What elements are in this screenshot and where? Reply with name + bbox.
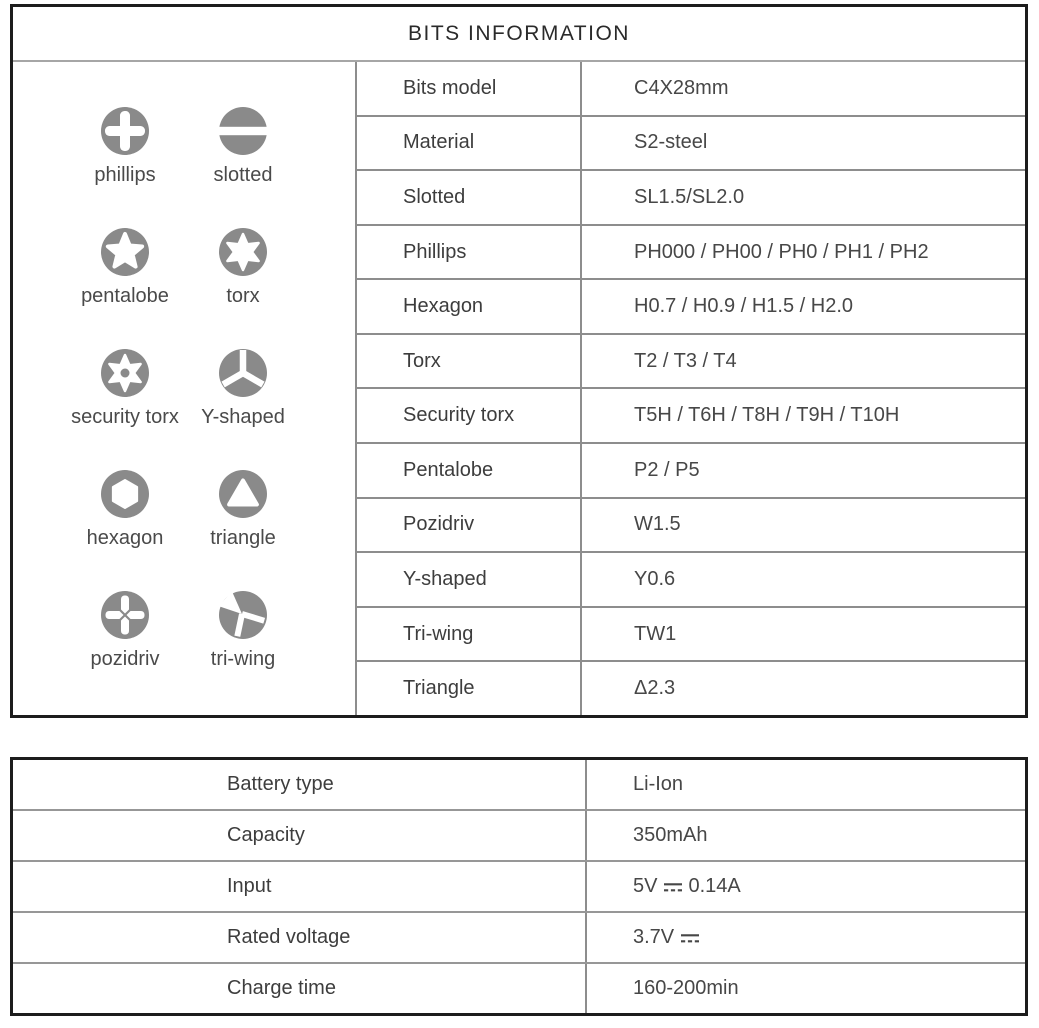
phillips-icon	[100, 106, 150, 156]
bit-item-y-shaped	[184, 348, 302, 429]
bit-item-tri-wing	[184, 590, 302, 671]
spec-value: W1.5	[634, 513, 681, 536]
bit-label-hexagon: hexagon	[86, 527, 164, 550]
spec-label: Phillips	[357, 226, 582, 279]
bit-label-triangle: triangle	[210, 527, 276, 550]
bit-item-triangle	[184, 469, 302, 550]
spec-label: Torx	[357, 335, 582, 388]
spec-label: Battery type	[13, 760, 587, 809]
input-current: 0.14A	[688, 875, 741, 897]
spec-value: Li-Ion	[633, 773, 684, 795]
spec-row-tri-wing	[357, 608, 1025, 663]
battery-row-rated-voltage	[13, 913, 1025, 964]
hexagon-icon	[100, 469, 150, 519]
bit-item-phillips	[66, 106, 184, 187]
battery-row-type	[13, 760, 1025, 811]
spec-value: P2 / P5	[634, 458, 700, 481]
battery-row-capacity	[13, 811, 1025, 862]
spec-row-phillips	[357, 226, 1025, 281]
bit-label-tri-wing: tri-wing	[210, 648, 276, 671]
spec-value: PH000 / PH00 / PH0 / PH1 / PH2	[634, 240, 929, 263]
spec-value	[587, 862, 1025, 911]
spec-label: Capacity	[13, 811, 587, 860]
spec-label: Pozidriv	[357, 499, 582, 552]
spec-value: Y0.6	[634, 567, 676, 590]
bits-information-table	[10, 4, 1028, 718]
spec-value: 160-200min	[633, 977, 739, 999]
spec-label: Security torx	[357, 389, 582, 442]
bits-table-body	[13, 62, 1025, 715]
pentalobe-icon	[100, 227, 150, 277]
spec-value: TW1	[634, 622, 677, 645]
spec-label: Slotted	[357, 171, 582, 224]
bit-item-pentalobe	[66, 227, 184, 308]
bit-item-torx	[184, 227, 302, 308]
spec-label: Triangle	[357, 662, 582, 715]
spec-value: S2-steel	[634, 131, 708, 154]
spec-label: Tri-wing	[357, 608, 582, 661]
bit-label-pozidriv: pozidriv	[90, 648, 160, 671]
battery-table	[10, 757, 1028, 1016]
spec-row-bits-model	[357, 62, 1025, 117]
spec-value: T5H / T6H / T8H / T9H / T10H	[634, 404, 900, 427]
icon-row-5	[13, 590, 355, 671]
spec-label: Charge time	[13, 964, 587, 1013]
bits-spec-rows	[357, 62, 1025, 715]
dc-symbol-icon	[663, 877, 683, 900]
spec-row-pentalobe	[357, 444, 1025, 499]
bit-label-torx: torx	[226, 285, 260, 308]
spec-label: Bits model	[357, 62, 582, 115]
spec-value: T2 / T3 / T4	[634, 349, 737, 372]
input-voltage: 5V	[633, 875, 658, 897]
battery-row-charge-time	[13, 964, 1025, 1013]
spec-value: SL1.5/SL2.0	[634, 185, 745, 208]
spec-row-torx	[357, 335, 1025, 390]
bit-item-security-torx	[66, 348, 184, 429]
tri-wing-icon	[218, 590, 268, 640]
spec-label: Rated voltage	[13, 913, 587, 962]
bit-label-security-torx: security torx	[71, 406, 179, 429]
spec-label: Pentalobe	[357, 444, 582, 497]
spec-row-material	[357, 117, 1025, 172]
spec-label: Hexagon	[357, 280, 582, 333]
spec-row-y-shaped	[357, 553, 1025, 608]
bit-icons-panel	[13, 62, 357, 715]
spec-value: 350mAh	[633, 824, 708, 846]
spec-row-slotted	[357, 171, 1025, 226]
spec-value: C4X28mm	[634, 76, 729, 99]
bit-label-slotted: slotted	[213, 164, 273, 187]
bit-label-pentalobe: pentalobe	[81, 285, 169, 308]
spec-label: Y-shaped	[357, 553, 582, 606]
bit-label-phillips: phillips	[94, 164, 156, 187]
y-shaped-icon	[218, 348, 268, 398]
spec-row-triangle	[357, 662, 1025, 715]
spec-row-hexagon	[357, 280, 1025, 335]
spec-value: H0.7 / H0.9 / H1.5 / H2.0	[634, 295, 853, 318]
spec-value: Δ2.3	[634, 677, 676, 700]
bit-label-y-shaped: Y-shaped	[201, 406, 285, 429]
bit-item-slotted	[184, 106, 302, 187]
torx-icon	[218, 227, 268, 277]
pozidriv-icon	[100, 590, 150, 640]
icon-row-4	[13, 469, 355, 550]
icon-row-1	[13, 106, 355, 187]
bit-item-hexagon	[66, 469, 184, 550]
dc-symbol-icon	[680, 928, 700, 951]
security-torx-icon	[100, 348, 150, 398]
bits-table-header	[13, 7, 1025, 62]
spec-label: Material	[357, 117, 582, 170]
bits-table-title: BITS INFORMATION	[408, 21, 630, 45]
rated-voltage-value: 3.7V	[633, 926, 675, 948]
spec-sheet	[0, 4, 1039, 1028]
spec-value	[587, 913, 1025, 962]
spec-row-pozidriv	[357, 499, 1025, 554]
spec-row-security-torx	[357, 389, 1025, 444]
slotted-icon	[218, 106, 268, 156]
bit-item-pozidriv	[66, 590, 184, 671]
triangle-icon	[218, 469, 268, 519]
battery-row-input	[13, 862, 1025, 913]
spec-label: Input	[13, 862, 587, 911]
icon-row-3	[13, 348, 355, 429]
icon-row-2	[13, 227, 355, 308]
